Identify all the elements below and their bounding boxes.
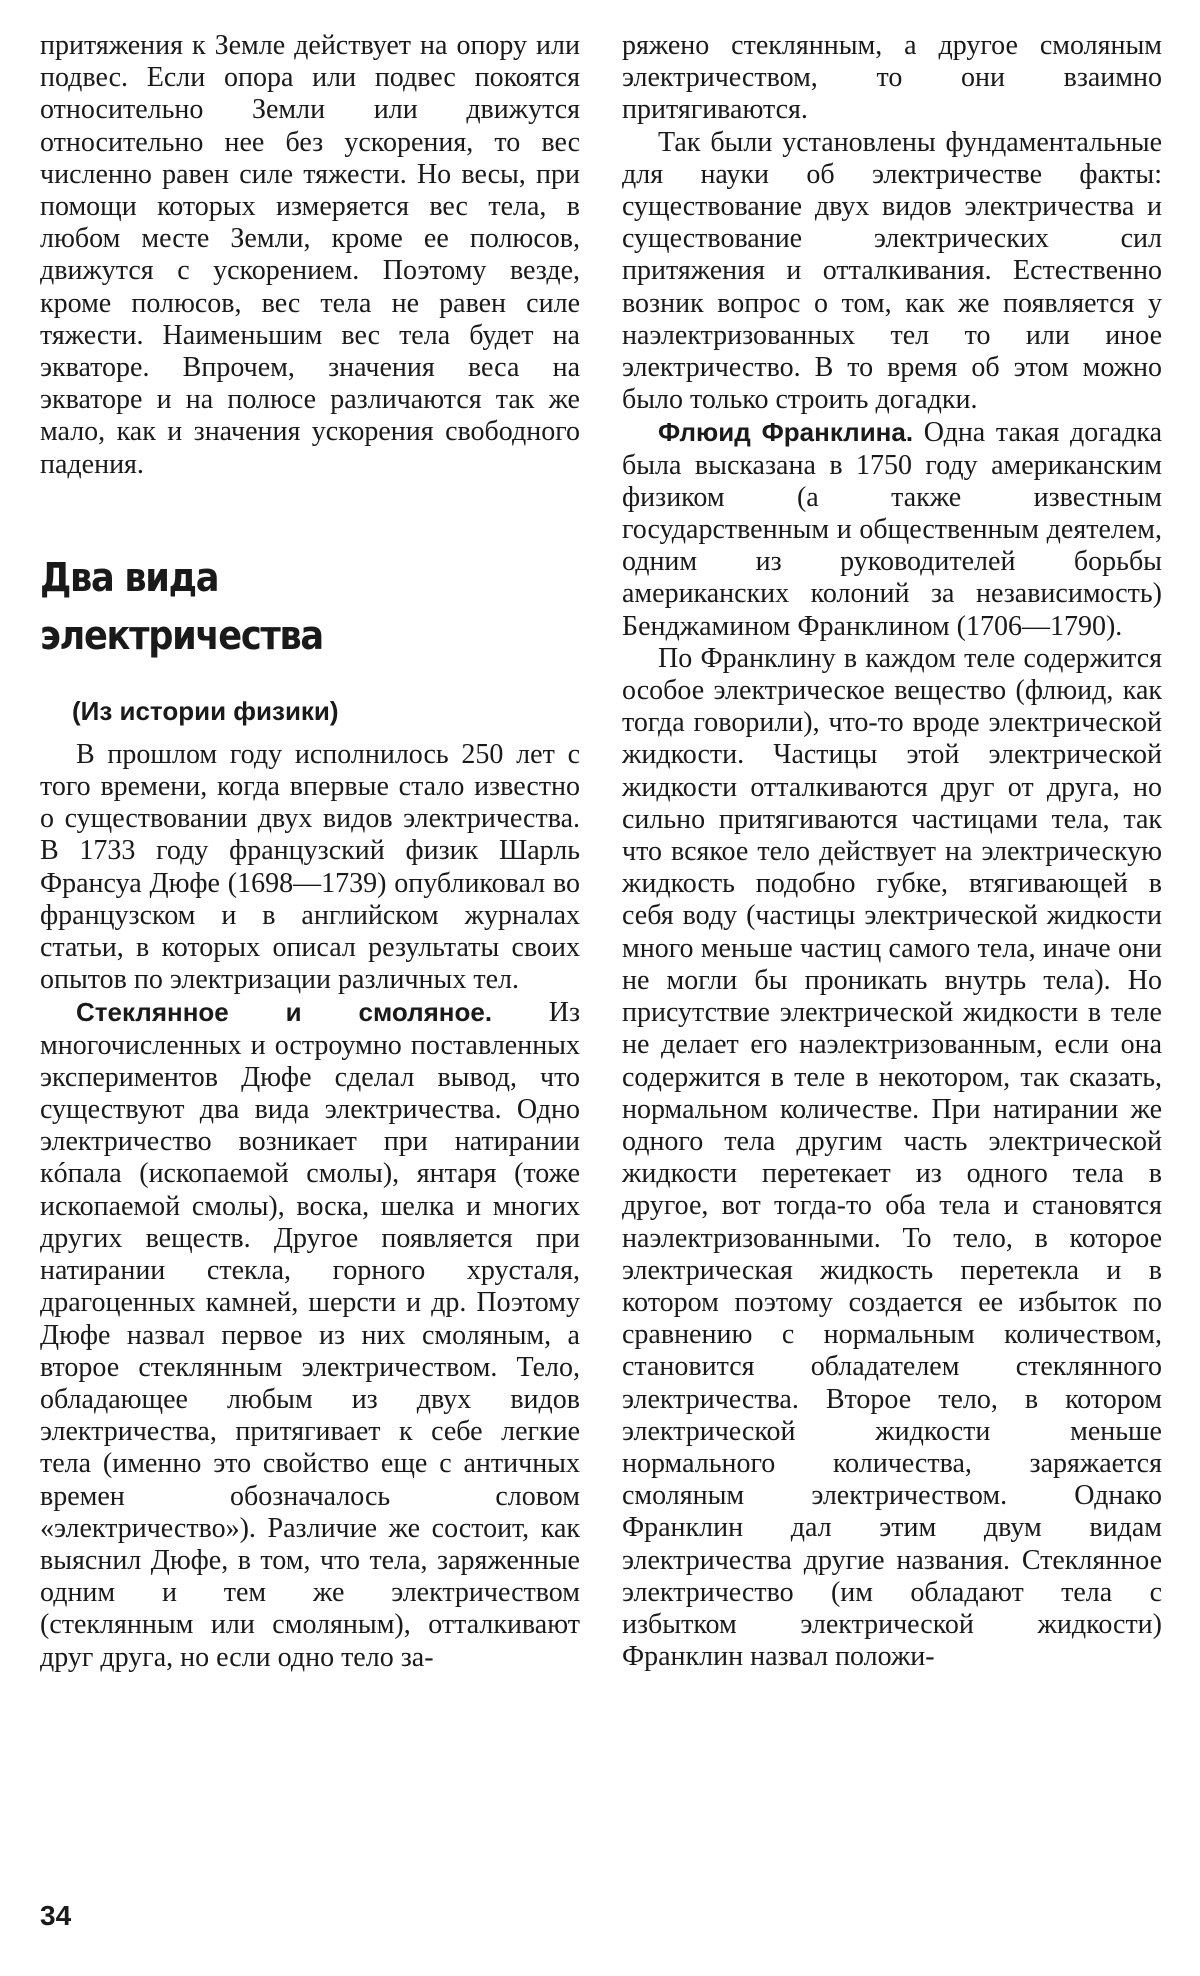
paragraph-franklin-theory: По Франклину в каждом теле содержится особое электрическое вещество (флюид, как тогда говорили), что-то вроде электрической жидкости. Частицы этой электрической жидкости отталкиваются друг от друга, но сильно притягиваются частицами тела, так что всякое тело действует на электрическую жидкость подобно губке, втягивающей в себя воду (частицы электрической жидкости много меньше частиц самого тела, иначе они не могли бы проникать внутрь тела). Но присутствие электрической жидкости в теле не делает его наэлектризованным, если она содержится в теле в некотором, так сказать, нормальном количестве. При натирании же одного тела другим часть электрической жидкости перетекает из одного тела в другое, вот тогда-то оба тела и становятся наэлектризованными. То тело, в которое электрическая жидкость перетекла и в котором поэтому создается ее избыток по сравнению с нормальным количеством, становится обладателем стеклянного электричества. Второе тело, в котором электрической жидкости меньше нормального количества, заряжается смоляным электричеством. Однако Франклин дал этим двум видам электричества другие названия. Стеклянное электричество (им обладают тела с избытком электрической жидкости) Франклин назвал положи- [622,642,1162,1673]
section-title-line-2: электричества [40,612,323,659]
paragraph-anniversary: В прошлом году исполнилось 250 лет с того времени, когда впервые стало известно о существовании двух видов электричества. В 1733 году французский физик Шарль Франсуа Дюфе (1698—1739) опубликовал во французском и в английском журналах статьи, в которых описал результаты своих опытов по электризации различных тел. [40,738,580,996]
paragraph-fundamental-facts: Так были установлены фундаментальные для науки об электричестве факты: существование двух видов электричества и существование электрических сил притяжения и отталкивания. Естественно возник вопрос о том, как же появляется у наэлектризованных тел то или иное электричество. В то время об этом можно было только строить догадки. [622,126,1162,416]
intro-paragraph: притяжения к Земле действует на опору или подвес. Если опора или подвес покоятся относительно Земли или движутся относительно нее без ускорения, то вес численно равен силе тяжести. Но весы, при помощи которых измеряется вес тела, в любом месте Земли, кроме ее полюсов, движутся с ускорением. Поэтому везде, кроме полюсов, вес тела не равен силе тяжести. Наименьшим вес тела будет на экваторе. Впрочем, значения веса на экваторе и на полюсе различаются так же мало, как и значения ускорения свободного падения. [40,30,580,480]
paragraph-franklin-fluid [622,416,1162,642]
run-in-heading-franklin-fluid: Флюид Франклина. [658,417,914,448]
left-column [40,30,580,1674]
continuation-paragraph: ряжено стеклянным, а другое смоляным электричеством, то они взаимно притягиваются. [622,30,1162,126]
page-number: 34 [40,1900,72,1931]
paragraph-franklin-fluid-text: Одна такая догадка была высказана в 1750 году американским физиком (а также известным государственным и общественным деятелем, одним из руководителей борьбы американских колоний за независимость) Бенджамином Франклином (1706—1790). [622,417,1163,642]
run-in-heading-glass-resin: Стеклянное и смоляное. [76,997,493,1028]
section-subtitle: (Из истории физики) [72,695,339,726]
right-column [622,30,1162,1673]
paragraph-glass-resin-text: Из многочисленных и остроумно поставленных экспериментов Дюфе сделал вывод, что существуют два вида электричества. Одно электричество возникает при натирании кóпала (ископаемой смолы), янтаря (тоже ископаемой смолы), воска, шелка и многих других веществ. Другое появляется при натирании стекла, горного хрусталя, драгоценных камней, шерсти и др. Поэтому Дюфе назвал первое из них смоляным, а второе стеклянным электричеством. Тело, обладающее любым из двух видов электричества, притягивает к себе легкие тела (именно это свойство еще с античных времен обозначалось словом «электричество»). Различие же состоит, как выяснил Дюфе, в том, что тела, заряженные одним и тем же электричеством (стеклянным или смоляным), отталкивают друг друга, но если одно тело за- [40,997,580,1673]
section-title-line-1: Два вида [40,554,219,601]
section-title [40,549,515,665]
paragraph-glass-and-resin [40,996,580,1673]
